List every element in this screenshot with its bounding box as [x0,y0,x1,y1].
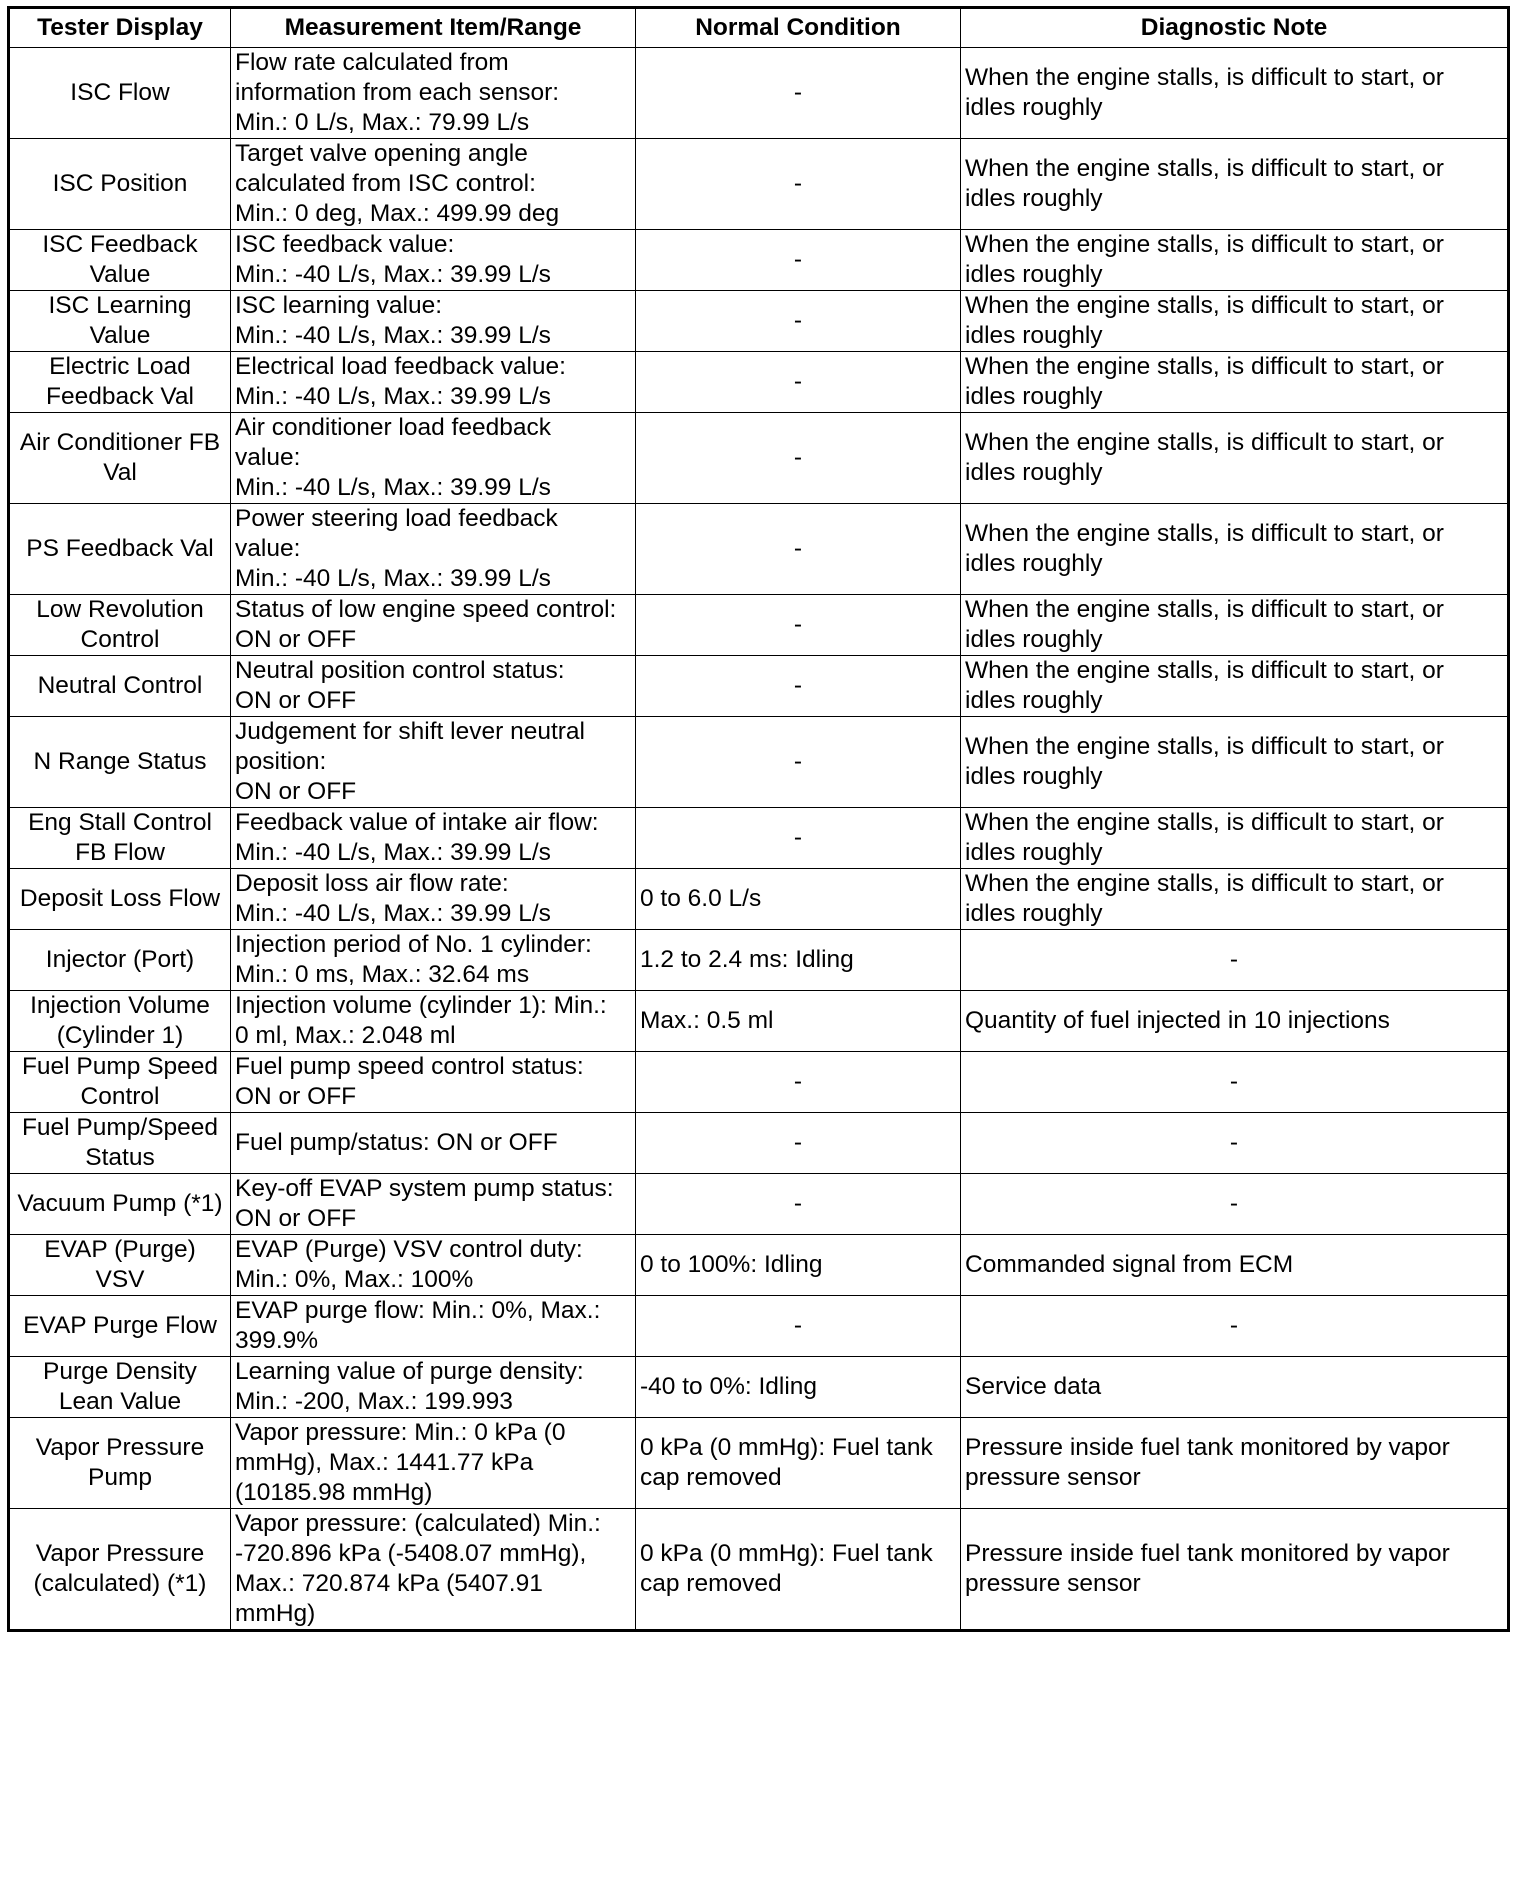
measurement-range-cell-line: Injection volume (cylinder 1): Min.: [235,992,607,1019]
diagnostic-note-cell-line: Quantity of fuel injected in 10 injections [965,1007,1390,1034]
normal-condition-cell-line: - [793,1312,803,1339]
normal-condition-cell-line: 0 to 100%: Idling [640,1251,823,1278]
diagnostic-note-cell [961,656,1509,717]
tester-display-cell [9,230,231,291]
normal-condition-cell [636,595,961,656]
measurement-range-cell [231,1357,636,1418]
tester-display-cell-line: Neutral Control [37,672,203,699]
measurement-range-cell-line: ON or OFF [235,778,357,805]
header-diagnostic-note: Diagnostic Note [961,8,1509,48]
measurement-range-cell-line: Target valve opening angle [235,140,528,167]
measurement-range-cell [231,1052,636,1113]
diagnostic-note-cell [961,808,1509,869]
normal-condition-cell-line: 0 to 6.0 L/s [640,885,762,912]
tester-display-cell-line: Air Conditioner FB [19,429,221,456]
measurement-range-cell-line: Vapor pressure: (calculated) Min.: [235,1510,601,1537]
normal-condition-cell [636,869,961,930]
tester-display-cell-line: Deposit Loss Flow [19,885,221,912]
diagnostic-note-cell-line: idles roughly [965,261,1103,288]
measurement-range-cell-line: Min.: 0 deg, Max.: 499.99 deg [235,200,560,227]
diagnostic-note-cell-line: - [1229,1129,1239,1156]
table-row [9,1052,1509,1113]
normal-condition-cell-line: Max.: 0.5 ml [640,1007,774,1034]
normal-condition-cell [636,352,961,413]
measurement-range-cell-line: EVAP purge flow: Min.: 0%, Max.: [235,1297,601,1324]
normal-condition-cell-line: - [793,748,803,775]
tester-display-cell-line: Vapor Pressure [35,1434,205,1461]
normal-condition-cell [636,656,961,717]
table-row [9,1357,1509,1418]
tester-display-cell [9,291,231,352]
data-list-table [7,6,1510,1632]
table-row [9,1296,1509,1357]
measurement-range-cell-line: Min.: 0 L/s, Max.: 79.99 L/s [235,109,530,136]
normal-condition-cell [636,1113,961,1174]
tester-display-cell [9,1296,231,1357]
measurement-range-cell-line: ISC learning value: [235,292,443,319]
measurement-range-cell-line: ISC feedback value: [235,231,455,258]
tester-display-cell-line: (calculated) (*1) [33,1570,207,1597]
diagnostic-note-cell-line: - [1229,1068,1239,1095]
measurement-range-cell-line: Min.: -40 L/s, Max.: 39.99 L/s [235,322,551,349]
measurement-range-cell [231,48,636,139]
measurement-range-cell-line: Min.: -40 L/s, Max.: 39.99 L/s [235,261,551,288]
measurement-range-cell [231,291,636,352]
measurement-range-cell-line: Feedback value of intake air flow: [235,809,599,836]
tester-display-cell [9,930,231,991]
diagnostic-note-cell-line: idles roughly [965,94,1103,121]
table-row [9,504,1509,595]
measurement-range-cell-line: Fuel pump/status: ON or OFF [235,1129,558,1156]
diagnostic-note-cell [961,1418,1509,1509]
table-row [9,139,1509,230]
tester-display-cell [9,869,231,930]
tester-display-cell-line: Lean Value [58,1388,182,1415]
diagnostic-note-cell [961,717,1509,808]
tester-display-cell-line: Value [89,261,151,288]
tester-display-cell [9,656,231,717]
diagnostic-note-cell-line: - [1229,1190,1239,1217]
measurement-range-cell-line: mmHg), Max.: 1441.77 kPa [235,1449,534,1476]
tester-display-cell [9,48,231,139]
measurement-range-cell-line: Key-off EVAP system pump status: [235,1175,614,1202]
normal-condition-cell [636,717,961,808]
normal-condition-cell-line: - [793,824,803,851]
tester-display-cell-line: Control [80,1083,160,1110]
measurement-range-cell-line: Power steering load feedback [235,505,558,532]
normal-condition-cell [636,930,961,991]
diagnostic-note-cell-line: pressure sensor [965,1464,1141,1491]
measurement-range-cell-line: Min.: -200, Max.: 199.993 [235,1388,513,1415]
measurement-range-cell-line: -720.896 kPa (-5408.07 mmHg), [235,1540,587,1567]
diagnostic-note-cell [961,48,1509,139]
diagnostic-note-cell [961,1174,1509,1235]
tester-display-cell-line: Value [89,322,151,349]
measurement-range-cell [231,352,636,413]
normal-condition-cell-line: - [793,535,803,562]
tester-display-cell [9,1052,231,1113]
table-row [9,48,1509,139]
measurement-range-cell-line: Min.: -40 L/s, Max.: 39.99 L/s [235,565,551,592]
normal-condition-cell-line: - [793,611,803,638]
table-row [9,930,1509,991]
tester-display-cell [9,504,231,595]
tester-display-cell-line: FB Flow [75,839,165,866]
tester-display-cell-line: Low Revolution [36,596,204,623]
measurement-range-cell-line: Min.: -40 L/s, Max.: 39.99 L/s [235,383,551,410]
diagnostic-note-cell-line: idles roughly [965,185,1103,212]
normal-condition-cell-line: cap removed [640,1464,782,1491]
tester-display-cell-line: ISC Flow [70,79,170,106]
diagnostic-note-cell [961,1509,1509,1631]
measurement-range-cell-line: EVAP (Purge) VSV control duty: [235,1236,583,1263]
tester-display-cell-line: Status [85,1144,155,1171]
normal-condition-cell-line: 1.2 to 2.4 ms: Idling [640,946,854,973]
diagnostic-note-cell-line: When the engine stalls, is difficult to start, or [965,809,1444,836]
normal-condition-cell [636,1235,961,1296]
diagnostic-note-cell [961,413,1509,504]
measurement-range-cell [231,139,636,230]
normal-condition-cell [636,1357,961,1418]
tester-display-cell-line: EVAP Purge Flow [23,1312,217,1339]
normal-condition-cell-line: cap removed [640,1570,782,1597]
tester-display-cell-line: EVAP (Purge) [44,1236,196,1263]
table-body [9,48,1509,1631]
table-row [9,991,1509,1052]
diagnostic-note-cell [961,504,1509,595]
tester-display-cell [9,1174,231,1235]
normal-condition-cell-line: - [793,444,803,471]
measurement-range-cell-line: Min.: -40 L/s, Max.: 39.99 L/s [235,839,551,866]
tester-display-cell-line: (Cylinder 1) [56,1022,184,1049]
table-row [9,1113,1509,1174]
diagnostic-note-cell-line: When the engine stalls, is difficult to start, or [965,596,1444,623]
table-row [9,869,1509,930]
diagnostic-note-cell-line: idles roughly [965,687,1103,714]
measurement-range-cell [231,1174,636,1235]
measurement-range-cell-line: Max.: 720.874 kPa (5407.91 [235,1570,543,1597]
measurement-range-cell-line: Flow rate calculated from [235,49,509,76]
diagnostic-note-cell-line: pressure sensor [965,1570,1141,1597]
diagnostic-note-cell-line: Service data [965,1373,1102,1400]
table-row [9,1174,1509,1235]
diagnostic-note-cell-line: idles roughly [965,322,1103,349]
diagnostic-note-cell-line: When the engine stalls, is difficult to start, or [965,64,1444,91]
normal-condition-cell [636,291,961,352]
tester-display-cell [9,595,231,656]
tester-display-cell [9,1509,231,1631]
normal-condition-cell-line: - [793,246,803,273]
diagnostic-note-cell [961,1235,1509,1296]
diagnostic-note-cell-line: When the engine stalls, is difficult to start, or [965,155,1444,182]
table-row [9,1418,1509,1509]
normal-condition-cell-line: 0 kPa (0 mmHg): Fuel tank [640,1540,933,1567]
table-row [9,413,1509,504]
diagnostic-note-cell [961,930,1509,991]
measurement-range-cell-line: 0 ml, Max.: 2.048 ml [235,1022,456,1049]
tester-display-cell-line: Purge Density [43,1358,197,1385]
tester-display-cell-line: Pump [87,1464,152,1491]
tester-display-cell [9,1418,231,1509]
measurement-range-cell [231,869,636,930]
diagnostic-note-cell-line: When the engine stalls, is difficult to start, or [965,520,1444,547]
diagnostic-note-cell [961,352,1509,413]
tester-display-cell [9,1113,231,1174]
measurement-range-cell [231,1418,636,1509]
diagnostic-note-cell-line: idles roughly [965,550,1103,577]
tester-display-cell-line: Eng Stall Control [28,809,212,836]
diagnostic-note-cell [961,595,1509,656]
table-row [9,808,1509,869]
measurement-range-cell-line: ON or OFF [235,1083,357,1110]
measurement-range-cell-line: position: [235,748,327,775]
normal-condition-cell [636,139,961,230]
header-normal-condition: Normal Condition [636,8,961,48]
table-row [9,717,1509,808]
tester-display-cell [9,352,231,413]
diagnostic-note-cell [961,1113,1509,1174]
measurement-range-cell-line: mmHg) [235,1600,316,1627]
tester-display-cell-line: Injection Volume [30,992,210,1019]
normal-condition-cell-line: 0 kPa (0 mmHg): Fuel tank [640,1434,933,1461]
normal-condition-cell [636,1418,961,1509]
diagnostic-note-cell-line: idles roughly [965,839,1103,866]
tester-display-cell [9,808,231,869]
diagnostic-note-cell-line: idles roughly [965,383,1103,410]
tester-display-cell [9,991,231,1052]
measurement-range-cell [231,1296,636,1357]
normal-condition-cell-line: - [793,1190,803,1217]
normal-condition-cell-line: - [793,672,803,699]
measurement-range-cell [231,1509,636,1631]
diagnostic-note-cell-line: When the engine stalls, is difficult to start, or [965,733,1444,760]
table-row [9,291,1509,352]
normal-condition-cell [636,48,961,139]
tester-display-cell [9,139,231,230]
tester-display-cell-line: VSV [95,1266,145,1293]
normal-condition-cell [636,230,961,291]
normal-condition-cell [636,413,961,504]
measurement-range-cell-line: Air conditioner load feedback [235,414,551,441]
normal-condition-cell-line: - [793,307,803,334]
diagnostic-note-cell-line: Pressure inside fuel tank monitored by vapor [965,1434,1450,1461]
tester-display-cell-line: Electric Load [49,353,191,380]
measurement-range-cell-line: Injection period of No. 1 cylinder: [235,931,592,958]
diagnostic-note-cell-line: Commanded signal from ECM [965,1251,1294,1278]
tester-display-cell-line: N Range Status [33,748,207,775]
diagnostic-note-cell-line: When the engine stalls, is difficult to start, or [965,292,1444,319]
measurement-range-cell-line: ON or OFF [235,1205,357,1232]
diagnostic-note-cell-line: idles roughly [965,459,1103,486]
normal-condition-cell [636,1174,961,1235]
tester-display-cell-line: Fuel Pump Speed [21,1053,219,1080]
tester-display-cell-line: ISC Position [52,170,188,197]
measurement-range-cell [231,230,636,291]
tester-display-cell-line: PS Feedback Val [26,535,214,562]
measurement-range-cell [231,808,636,869]
measurement-range-cell [231,413,636,504]
normal-condition-cell [636,808,961,869]
tester-display-cell-line: ISC Feedback [42,231,198,258]
header-measurement-item: Measurement Item/Range [231,8,636,48]
diagnostic-note-cell-line: When the engine stalls, is difficult to start, or [965,870,1444,897]
diagnostic-note-cell-line: - [1229,1312,1239,1339]
measurement-range-cell-line: calculated from ISC control: [235,170,536,197]
measurement-range-cell-line: Deposit loss air flow rate: [235,870,509,897]
measurement-range-cell [231,717,636,808]
measurement-range-cell-line: Judgement for shift lever neutral [235,718,585,745]
measurement-range-cell-line: value: [235,535,301,562]
tester-display-cell-line: Vacuum Pump (*1) [17,1190,223,1217]
diagnostic-note-cell [961,139,1509,230]
diagnostic-note-cell [961,1296,1509,1357]
tester-display-cell-line: Injector (Port) [45,946,195,973]
measurement-range-cell [231,504,636,595]
table-row [9,230,1509,291]
normal-condition-cell [636,504,961,595]
diagnostic-note-cell-line: When the engine stalls, is difficult to start, or [965,657,1444,684]
tester-display-cell-line: Fuel Pump/Speed [21,1114,219,1141]
measurement-range-cell [231,1113,636,1174]
measurement-range-cell-line: Vapor pressure: Min.: 0 kPa (0 [235,1419,566,1446]
diagnostic-note-cell-line: When the engine stalls, is difficult to start, or [965,429,1444,456]
data-list-table-container [7,6,1507,1632]
diagnostic-note-cell-line: Pressure inside fuel tank monitored by vapor [965,1540,1450,1567]
measurement-range-cell [231,656,636,717]
measurement-range-cell [231,1235,636,1296]
tester-display-cell-line: Vapor Pressure [35,1540,205,1567]
diagnostic-note-cell [961,991,1509,1052]
normal-condition-cell-line: -40 to 0%: Idling [640,1373,818,1400]
header-tester-display: Tester Display [9,8,231,48]
measurement-range-cell-line: Learning value of purge density: [235,1358,584,1385]
table-row [9,656,1509,717]
measurement-range-cell-line: Electrical load feedback value: [235,353,566,380]
tester-display-cell-line: Control [80,626,160,653]
diagnostic-note-cell-line: - [1229,946,1239,973]
measurement-range-cell-line: information from each sensor: [235,79,560,106]
diagnostic-note-cell [961,869,1509,930]
table-row [9,1235,1509,1296]
measurement-range-cell-line: Min.: -40 L/s, Max.: 39.99 L/s [235,900,551,927]
measurement-range-cell [231,595,636,656]
measurement-range-cell-line: ON or OFF [235,687,357,714]
diagnostic-note-cell [961,291,1509,352]
tester-display-cell [9,413,231,504]
tester-display-cell [9,1357,231,1418]
diagnostic-note-cell-line: idles roughly [965,763,1103,790]
diagnostic-note-cell [961,1052,1509,1113]
measurement-range-cell-line: 399.9% [235,1327,319,1354]
diagnostic-note-cell [961,230,1509,291]
measurement-range-cell-line: Min.: 0 ms, Max.: 32.64 ms [235,961,530,988]
diagnostic-note-cell-line: When the engine stalls, is difficult to start, or [965,353,1444,380]
diagnostic-note-cell-line: idles roughly [965,900,1103,927]
diagnostic-note-cell-line: When the engine stalls, is difficult to start, or [965,231,1444,258]
normal-condition-cell [636,1296,961,1357]
measurement-range-cell-line: value: [235,444,301,471]
measurement-range-cell-line: Neutral position control status: [235,657,565,684]
measurement-range-cell-line: Fuel pump speed control status: [235,1053,584,1080]
table-row [9,1509,1509,1631]
diagnostic-note-cell [961,1357,1509,1418]
normal-condition-cell-line: - [793,79,803,106]
normal-condition-cell [636,991,961,1052]
diagnostic-note-cell-line: idles roughly [965,626,1103,653]
table-row [9,595,1509,656]
table-row [9,352,1509,413]
tester-display-cell-line: Val [103,459,137,486]
table-header-row [9,8,1509,48]
normal-condition-cell [636,1052,961,1113]
measurement-range-cell-line: Min.: 0%, Max.: 100% [235,1266,474,1293]
measurement-range-cell-line: ON or OFF [235,626,357,653]
tester-display-cell [9,717,231,808]
tester-display-cell-line: ISC Learning [48,292,192,319]
measurement-range-cell [231,930,636,991]
measurement-range-cell-line: (10185.98 mmHg) [235,1479,433,1506]
normal-condition-cell-line: - [793,1068,803,1095]
tester-display-cell-line: Feedback Val [46,383,194,410]
normal-condition-cell-line: - [793,1129,803,1156]
tester-display-cell [9,1235,231,1296]
normal-condition-cell-line: - [793,368,803,395]
measurement-range-cell-line: Min.: -40 L/s, Max.: 39.99 L/s [235,474,551,501]
measurement-range-cell-line: Status of low engine speed control: [235,596,617,623]
normal-condition-cell [636,1509,961,1631]
measurement-range-cell [231,991,636,1052]
normal-condition-cell-line: - [793,170,803,197]
